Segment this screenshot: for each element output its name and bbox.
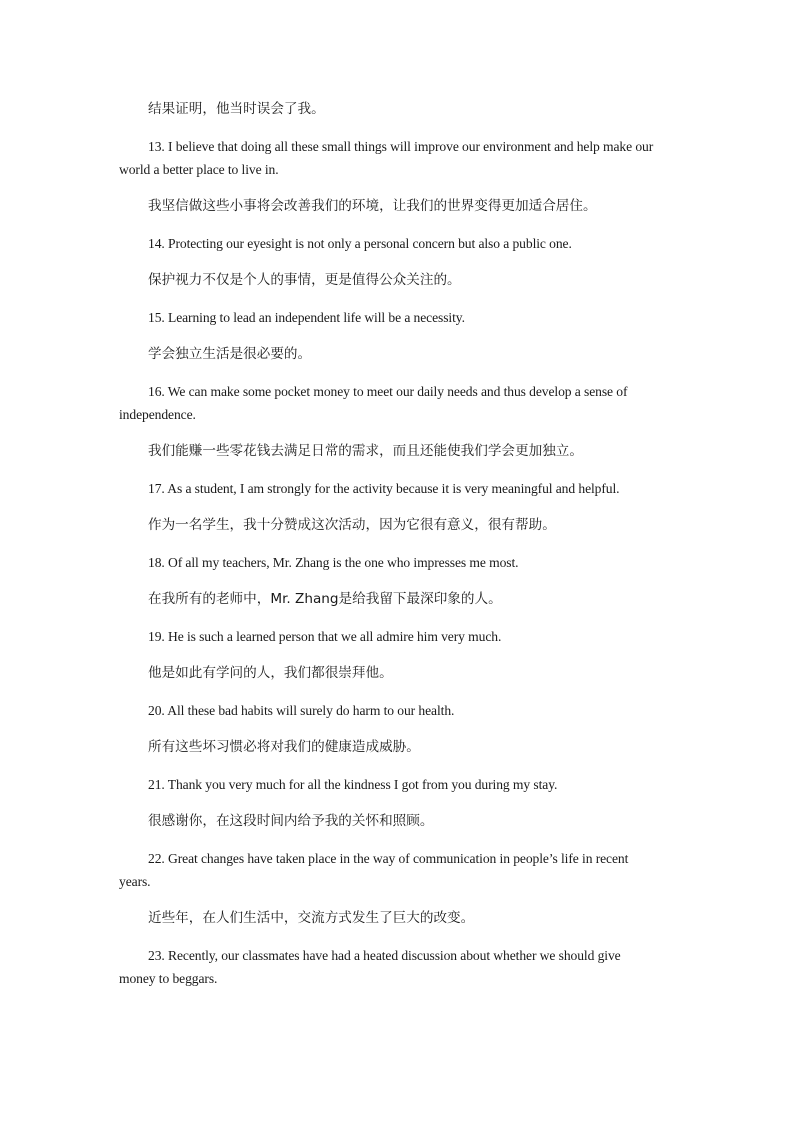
- document-body: [119, 98, 659, 990]
- translation-15: 学会独立生活是很必要的。: [148, 346, 312, 362]
- sentence-19: 19. He is such a learned person that we all admire him very much.: [148, 629, 502, 644]
- translation-13: 我坚信做这些小事将会改善我们的环境，让我们的世界变得更加适合居住。: [148, 198, 597, 214]
- sentence-23: 23. Recently, our classmates have had a heated discussion about whether we should give money to beggars.: [119, 948, 621, 986]
- sentence-16: 16. We can make some pocket money to meet our daily needs and thus develop a sense of independence.: [119, 384, 628, 422]
- sentence-15: 15. Learning to lead an independent life will be a necessity.: [148, 310, 465, 325]
- sentence-20: 20. All these bad habits will surely do harm to our health.: [148, 703, 455, 718]
- sentence-13: 13. I believe that doing all these small things will improve our environment and help make our world a better place to live in.: [119, 139, 654, 177]
- sentence-14: 14. Protecting our eyesight is not only a personal concern but also a public one.: [148, 236, 572, 251]
- sentence-22: 22. Great changes have taken place in the way of communication in people’s life in recent years.: [119, 851, 629, 889]
- translation-12: 结果证明，他当时误会了我。: [148, 101, 325, 117]
- translation-19: 他是如此有学问的人，我们都很崇拜他。: [148, 665, 393, 681]
- translation-21: 很感谢你，在这段时间内给予我的关怀和照顾。: [148, 813, 434, 829]
- translation-18: 在我所有的老师中，Mr. Zhang是给我留下最深印象的人。: [148, 591, 502, 607]
- translation-14: 保护视力不仅是个人的事情，更是值得公众关注的。: [148, 272, 461, 288]
- translation-22: 近些年，在人们生活中，交流方式发生了巨大的改变。: [148, 910, 475, 926]
- translation-17: 作为一名学生，我十分赞成这次活动，因为它很有意义，很有帮助。: [148, 517, 556, 533]
- sentence-18: 18. Of all my teachers, Mr. Zhang is the one who impresses me most.: [148, 555, 519, 570]
- translation-16: 我们能赚一些零花钱去满足日常的需求，而且还能使我们学会更加独立。: [148, 443, 583, 459]
- sentence-21: 21. Thank you very much for all the kindness I got from you during my stay.: [148, 777, 558, 792]
- sentence-17: 17. As a student, I am strongly for the activity because it is very meaningful and helpful.: [148, 481, 620, 496]
- translation-20: 所有这些坏习惯必将对我们的健康造成威胁。: [148, 739, 420, 755]
